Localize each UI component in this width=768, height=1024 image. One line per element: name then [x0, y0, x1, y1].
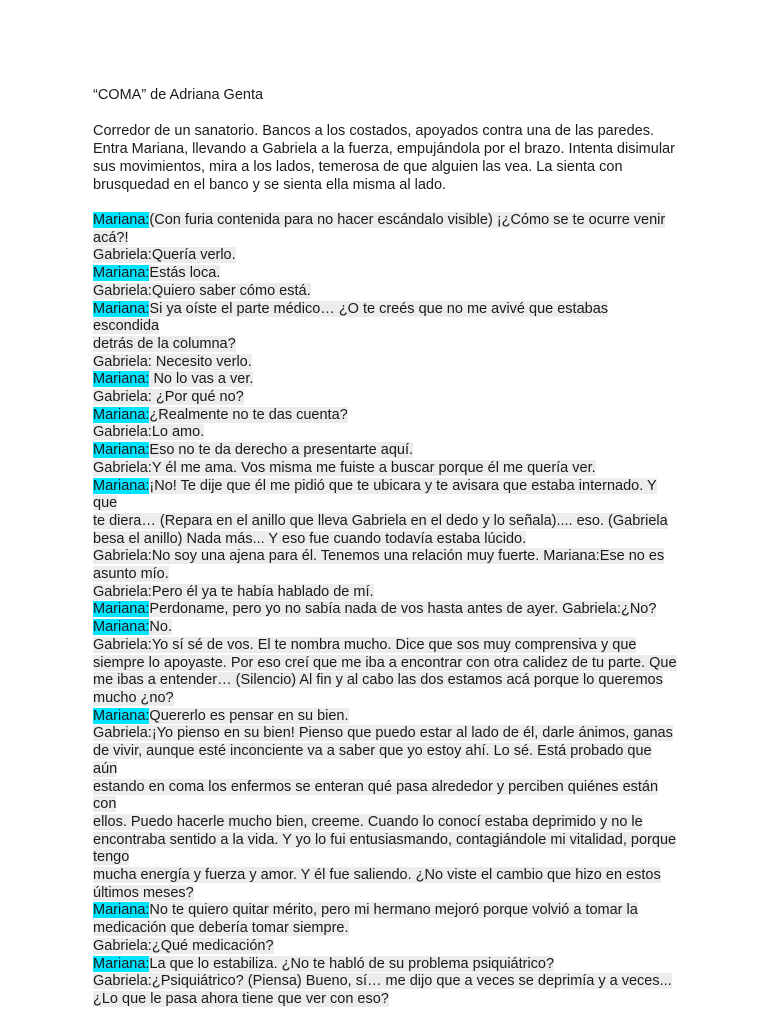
dialogue-text: La que lo estabiliza. ¿No te habló de su problema psiquiátrico? — [149, 955, 555, 972]
dialogue-text: encontraba sentido a la vida. Y yo lo fui entusiasmando, contagiándole mi vitalidad, porque — [93, 831, 677, 848]
dialogue-text: Gabriela:Pero él ya te había hablado de mí. — [93, 583, 374, 600]
dialogue — [93, 212, 678, 1009]
speaker-mariana-highlight: Mariana: — [93, 406, 150, 423]
dialogue-text: Gabriela:Y él me ama. Vos misma me fuiste a buscar porque él me quería ver. — [93, 459, 596, 476]
dialogue-line — [93, 832, 678, 850]
dialogue-line — [93, 478, 678, 513]
dialogue-text: Gabriela:Yo sí sé de vos. El te nombra mucho. Dice que sos muy comprensiva y que — [93, 636, 637, 653]
dialogue-line — [93, 566, 678, 584]
speaker-mariana-highlight: Mariana: — [93, 477, 150, 494]
dialogue-text: siempre lo apoyaste. Por eso creí que me iba a encontrar con otra calidez de tu parte. Que — [93, 654, 677, 671]
dialogue-text: de vivir, aunque esté inconciente va a saber que yo estoy ahí. Lo sé. Está probado que aún — [93, 743, 652, 777]
dialogue-text: No lo vas a ver. — [149, 371, 254, 388]
dialogue-line — [93, 655, 678, 673]
dialogue-line — [93, 991, 678, 1009]
speaker-mariana-highlight: Mariana: — [93, 707, 150, 724]
dialogue-text: mucho ¿no? — [93, 689, 174, 706]
intro-line: Corredor de un sanatorio. Bancos a los costados, apoyados contra una de las paredes. — [93, 123, 655, 139]
dialogue-text: Gabriela:Quiero saber cómo está. — [93, 282, 311, 299]
dialogue-text: ellos. Puedo hacerle mucho bien, creeme. Cuando lo conocí estaba deprimido y no le — [93, 813, 643, 830]
dialogue-text: Si ya oíste el parte médico… ¿O te creés que no me avivé que estabas escondida — [93, 300, 609, 335]
speaker-mariana-highlight: Mariana: — [93, 442, 150, 459]
dialogue-text: besa el anillo) Nada más... Y eso fue cuando todavía estaba lúcido. — [93, 530, 527, 547]
dialogue-text: me ibas a entender… (Silencio) Al fin y al cabo las dos estamos acá porque lo queremos — [93, 672, 663, 689]
dialogue-text: estando en coma los enfermos se enteran qué pasa alrededor y perciben quiénes están con — [93, 778, 659, 813]
speaker-mariana-highlight: Mariana: — [93, 300, 150, 317]
dialogue-line — [93, 230, 678, 248]
dialogue-text: Gabriela:Quería verlo. — [93, 247, 236, 264]
dialogue-text: No te quiero quitar mérito, pero mi hermano mejoró porque volvió a tomar la — [149, 902, 638, 919]
dialogue-line — [93, 407, 678, 425]
dialogue-text: Eso no te da derecho a presentarte aquí. — [149, 442, 414, 459]
dialogue-line — [93, 690, 678, 708]
dialogue-text: Gabriela:No soy una ajena para él. Tenemos una relación muy fuerte. Mariana:Ese no es — [93, 548, 665, 565]
dialogue-line — [93, 336, 678, 354]
dialogue-line — [93, 460, 678, 478]
speaker-mariana-highlight: Mariana: — [93, 601, 150, 618]
dialogue-line — [93, 548, 678, 566]
dialogue-text: medicación que debería tomar siempre. — [93, 920, 349, 937]
dialogue-text: acá?! — [93, 229, 129, 246]
intro-line: sus movimientos, mira a los lados, temerosa de que alguien las vea. La sienta con — [93, 159, 623, 175]
dialogue-line — [93, 301, 678, 336]
dialogue-text: detrás de la columna? — [93, 335, 236, 352]
dialogue-text: Estás loca. — [149, 265, 221, 282]
dialogue-line — [93, 920, 678, 938]
dialogue-text: mucha energía y fuerza y amor. Y él fue saliendo. ¿No viste el cambio que hizo en estos — [93, 867, 661, 884]
dialogue-text: ¿Realmente no te das cuenta? — [149, 406, 348, 423]
dialogue-text: ¡No! Te dije que él me pidió que te ubicara y te avisara que estaba internado. Y que — [93, 477, 657, 512]
document-title: “COMA” de Adriana Genta — [93, 87, 264, 103]
speaker-mariana-highlight: Mariana: — [93, 265, 150, 282]
dialogue-line — [93, 637, 678, 655]
dialogue-line — [93, 389, 678, 407]
dialogue-line — [93, 371, 678, 389]
speaker-mariana-highlight: Mariana: — [93, 619, 150, 636]
dialogue-line — [93, 531, 678, 549]
dialogue-line — [93, 513, 678, 531]
dialogue-line — [93, 725, 678, 743]
dialogue-text: Gabriela:¡Yo pienso en su bien! Pienso que puedo estar al lado de él, darle ánimos, ganas — [93, 725, 673, 742]
dialogue-text: Perdoname, pero yo no sabía nada de vos hasta antes de ayer. Gabriela:¿No? — [149, 601, 657, 618]
dialogue-text: tengo — [93, 849, 130, 866]
dialogue-text: Gabriela:¿Qué medicación? — [93, 937, 274, 954]
speaker-mariana-highlight: Mariana: — [93, 902, 150, 919]
dialogue-line — [93, 442, 678, 460]
intro-line: brusquedad en el banco y se sienta ella misma al lado. — [93, 177, 447, 193]
dialogue-text: asunto mío. — [93, 566, 169, 583]
dialogue-text: Quererlo es pensar en su bien. — [149, 707, 349, 724]
dialogue-line — [93, 849, 678, 867]
dialogue-text: No. — [149, 619, 172, 636]
dialogue-line — [93, 956, 678, 974]
dialogue-line — [93, 247, 678, 265]
dialogue-text: te diera… (Repara en el anillo que lleva Gabriela en el dedo y lo señala).... eso. (Gabriela — [93, 512, 668, 529]
dialogue-line — [93, 354, 678, 372]
dialogue-line — [93, 212, 678, 230]
dialogue-text: Gabriela: ¿Por qué no? — [93, 389, 244, 406]
dialogue-text: (Con furia contenida para no hacer escándalo visible) ¡¿Cómo se te ocurre venir — [149, 212, 666, 228]
dialogue-text: últimos meses? — [93, 884, 194, 901]
dialogue-line — [93, 672, 678, 690]
dialogue-line — [93, 902, 678, 920]
dialogue-line — [93, 938, 678, 956]
dialogue-line — [93, 283, 678, 301]
dialogue-line — [93, 779, 678, 814]
dialogue-line — [93, 584, 678, 602]
speaker-mariana-highlight: Mariana: — [93, 212, 150, 228]
dialogue-text: Gabriela: Necesito verlo. — [93, 353, 252, 370]
dialogue-line — [93, 973, 678, 991]
stage-directions — [93, 122, 678, 194]
dialogue-line — [93, 867, 678, 885]
dialogue-line — [93, 601, 678, 619]
dialogue-line — [93, 265, 678, 283]
speaker-mariana-highlight: Mariana: — [93, 955, 150, 972]
dialogue-text: ¿Lo que le pasa ahora tiene que ver con eso? — [93, 990, 389, 1007]
dialogue-line — [93, 885, 678, 903]
dialogue-text: Gabriela:Lo amo. — [93, 424, 205, 441]
dialogue-line — [93, 814, 678, 832]
dialogue-line — [93, 424, 678, 442]
intro-line: Entra Mariana, llevando a Gabriela a la fuerza, empujándola por el brazo. Intenta disimular — [93, 141, 675, 157]
dialogue-line — [93, 619, 678, 637]
dialogue-text: Gabriela:¿Psiquiátrico? (Piensa) Bueno, sí… me dijo que a veces se deprimía y a veces... — [93, 973, 672, 990]
dialogue-line — [93, 708, 678, 726]
speaker-mariana-highlight: Mariana: — [93, 371, 150, 388]
dialogue-line — [93, 743, 678, 778]
